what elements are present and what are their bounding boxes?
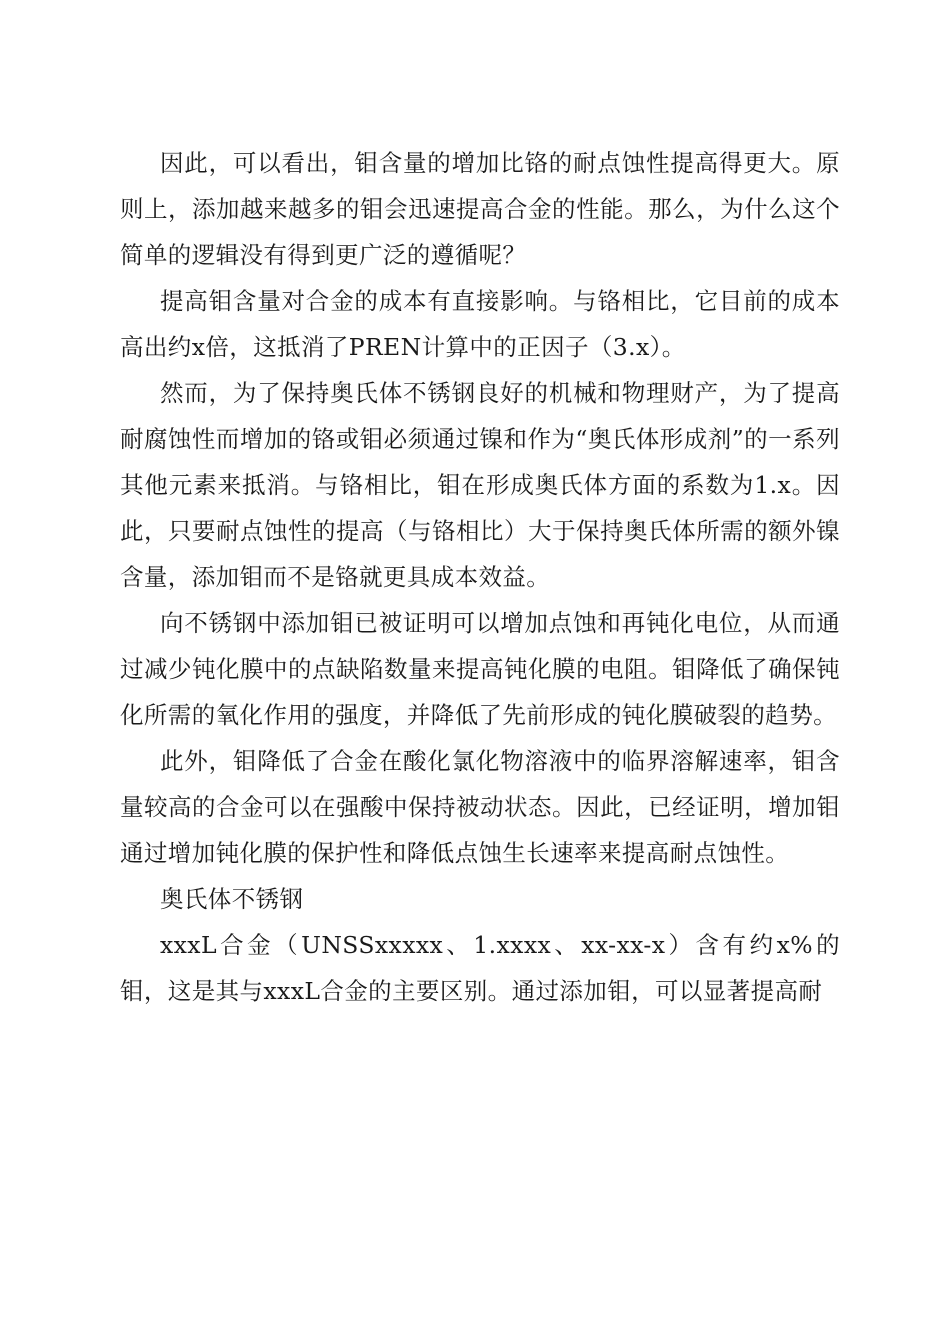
paragraph-1: 因此，可以看出，钼含量的增加比铬的耐点蚀性提高得更大。原则上，添加越来越多的钼会迅速提高合金的性能。那么，为什么这个简单的逻辑没有得到更广泛的遵循呢？ [120, 149, 840, 269]
paragraph-2: 提高钼含量对合金的成本有直接影响。与铬相比，它目前的成本高出约x倍，这抵消了PREN计算中的正因子（3.x）。 [120, 287, 840, 361]
section-heading: 奥氏体不锈钢 [160, 885, 304, 913]
paragraph-4: 向不锈钢中添加钼已被证明可以增加点蚀和再钝化电位，从而通过减少钝化膜中的点缺陷数量来提高钝化膜的电阻。钼降低了确保钝化所需的氧化作用的强度，并降低了先前形成的钝化膜破裂的趋势。 [120, 609, 840, 729]
paragraph-6: xxxL合金（UNSSxxxxx、1.xxxx、xx-xx-x）含有约x%的钼，这是其与xxxL合金的主要区别。通过添加钼，可以显著提高耐 [120, 931, 840, 1005]
paragraph-3: 然而，为了保持奥氏体不锈钢良好的机械和物理财产，为了提高耐腐蚀性而增加的铬或钼必须通过镍和作为“奥氏体形成剂”的一系列其他元素来抵消。与铬相比，钼在形成奥氏体方面的系数为1.x。因此，只要耐点蚀性的提高（与铬相比）大于保持奥氏体所需的额外镍含量，添加钼而不是铬就更具成本效益。 [120, 379, 840, 591]
document-body [120, 140, 840, 1014]
paragraph-5: 此外，钼降低了合金在酸化氯化物溶液中的临界溶解速率，钼含量较高的合金可以在强酸中保持被动状态。因此，已经证明，增加钼通过增加钝化膜的保护性和降低点蚀生长速率来提高耐点蚀性。 [120, 747, 840, 867]
